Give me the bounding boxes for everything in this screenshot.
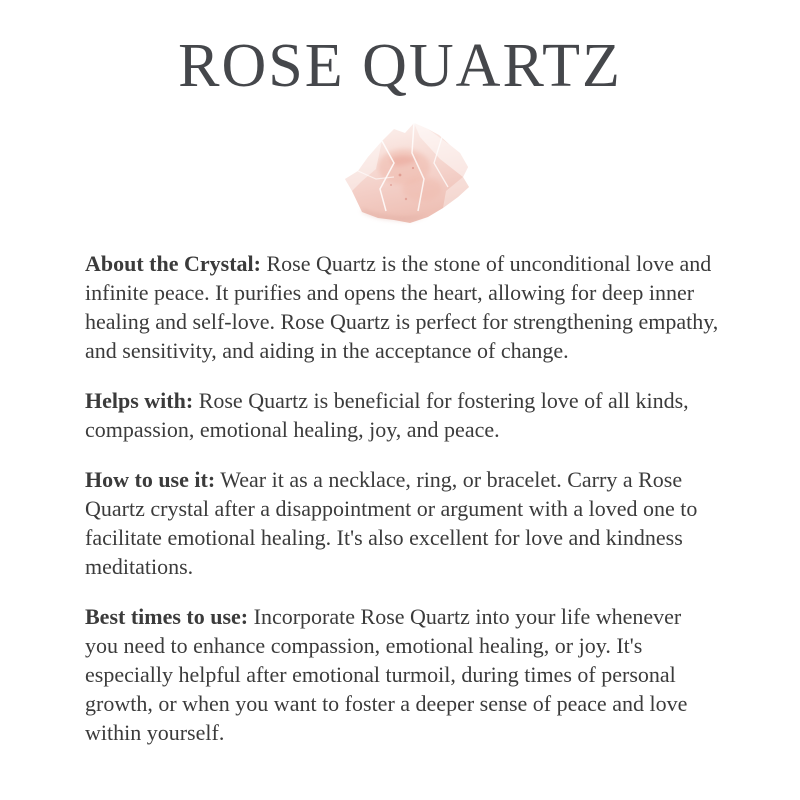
- section-best-times-to-use-text: Incorporate Rose Quartz into your life whenever you need to enhance compassion, emotional healing, or joy. It's especially helpful after emotional turmoil, during times of personal growth, or when you want to foster a deeper sense of peace and love within yourself.: [85, 603, 688, 745]
- crystal-speck: [405, 197, 407, 199]
- section-helps-with: [85, 386, 719, 444]
- section-how-to-use-it-label: How to use it:: [85, 466, 216, 492]
- crystal-speck: [390, 184, 392, 186]
- section-how-to-use-it: [85, 465, 719, 581]
- crystal-speck: [399, 173, 402, 176]
- section-best-times-to-use-label: Best times to use:: [85, 603, 249, 629]
- section-best-times-to-use: [85, 602, 719, 747]
- description-sections: [85, 249, 719, 747]
- section-helps-with-text: Rose Quartz is beneficial for fostering love of all kinds, compassion, emotional healing, joy, and peace.: [85, 387, 689, 442]
- rose-quartz-crystal-image: [342, 119, 474, 229]
- section-about-the-crystal-label: About the Crystal:: [85, 250, 261, 276]
- section-helps-with-label: Helps with:: [85, 387, 194, 413]
- section-about-the-crystal-text: Rose Quartz is the stone of unconditional love and infinite peace. It purifies and opens the heart, allowing for deep inner healing and self-love. Rose Quartz is perfect for strengthening empathy, and sensitivity, and aiding in the acceptance of change.: [85, 250, 719, 363]
- crystal-svg: [342, 119, 474, 229]
- page-title: ROSE QUARTZ: [178, 32, 622, 100]
- section-about-the-crystal: [85, 249, 719, 365]
- crystal-speck: [412, 166, 414, 168]
- section-how-to-use-it-text: Wear it as a necklace, ring, or bracelet. Carry a Rose Quartz crystal after a disappointment or argument with a loved one to facilitate emotional healing. It's also excellent for love and kindness meditations.: [85, 466, 698, 579]
